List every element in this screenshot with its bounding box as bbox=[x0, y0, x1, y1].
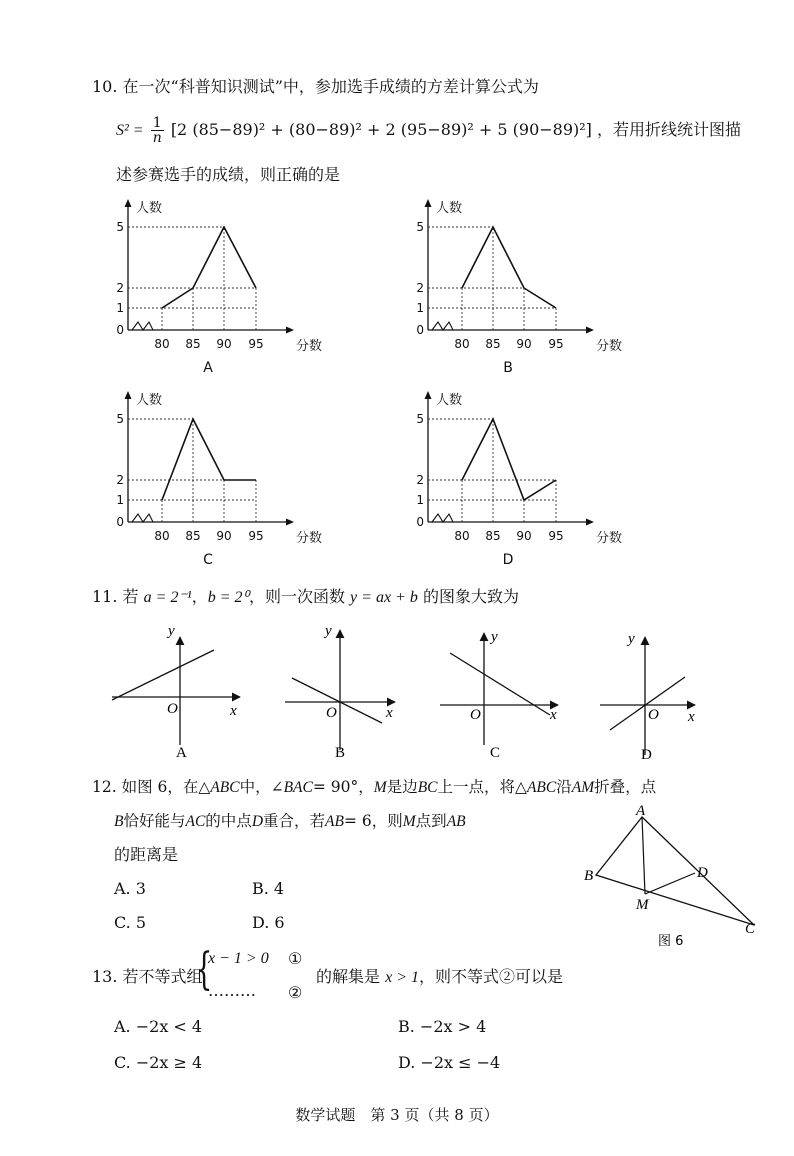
segment-am bbox=[642, 817, 645, 894]
series-line bbox=[162, 419, 256, 500]
axis-break bbox=[132, 514, 153, 522]
q11-graph-d bbox=[600, 631, 695, 763]
x-axis-label: 分数 bbox=[296, 531, 323, 546]
q12-text: 沿 bbox=[556, 778, 572, 796]
q12-number: 12. bbox=[92, 778, 117, 796]
q12-var-b: B bbox=[114, 813, 124, 830]
y-tick-label-2: 2 bbox=[416, 281, 424, 295]
y-tick-label-0: 0 bbox=[116, 323, 124, 337]
q13-ineq1: x − 1 > 0 bbox=[208, 950, 269, 967]
q13-p1: 若不等式组 bbox=[122, 967, 203, 986]
q12-var-bac: BAC bbox=[283, 779, 313, 796]
q13-mark1: ① bbox=[288, 949, 303, 968]
q13-ineq2: ……… bbox=[208, 981, 256, 1000]
x-axis-arrow bbox=[286, 519, 294, 526]
y-tick-label-0: 0 bbox=[116, 515, 124, 529]
x-tick-label-90: 90 bbox=[516, 529, 532, 543]
axis-y-label: y bbox=[628, 631, 635, 647]
x-tick-label-80: 80 bbox=[454, 529, 470, 543]
q12-line1 bbox=[92, 776, 656, 799]
q11-b-expr: b = 2⁰ bbox=[207, 589, 249, 606]
q13-mark2: ② bbox=[288, 983, 303, 1002]
q12-text: 中，∠ bbox=[239, 778, 284, 796]
option-b-label: B bbox=[335, 745, 346, 761]
q11-p2: ， bbox=[191, 587, 208, 606]
series-line bbox=[162, 227, 256, 308]
q13-solution: x > 1 bbox=[385, 969, 420, 986]
q12-option-c: C. 5 bbox=[114, 913, 147, 932]
q13-tail bbox=[316, 966, 563, 989]
x-axis-label: 分数 bbox=[296, 339, 323, 354]
series-line bbox=[462, 419, 556, 500]
y-axis-arrow bbox=[425, 199, 432, 207]
q13-number: 13. bbox=[92, 967, 118, 986]
axis-break bbox=[132, 322, 153, 330]
x-tick-label-85: 85 bbox=[185, 529, 201, 543]
chart-b bbox=[416, 199, 622, 376]
q10-line3: 述参赛选手的成绩，则正确的是 bbox=[116, 165, 341, 184]
q10-number: 10. bbox=[92, 77, 118, 96]
q10-formula-tail: ，若用折线统计图描 bbox=[597, 120, 742, 139]
q12-var-ab: AB bbox=[446, 813, 466, 830]
q10-intro: 在一次“科普知识测试”中，参加选手成绩的方差计算公式为 bbox=[122, 77, 539, 96]
q12-text: 恰好能与 bbox=[123, 812, 186, 830]
segment-md bbox=[645, 873, 695, 894]
q12-text: 如图 6，在△ bbox=[121, 778, 211, 796]
y-tick-label-5: 5 bbox=[416, 220, 424, 234]
q12-option-b: B. 4 bbox=[252, 879, 285, 898]
x-axis-arrow bbox=[286, 327, 294, 334]
point-b-label: B bbox=[584, 868, 594, 884]
q12-var-m: M bbox=[373, 779, 387, 796]
chart-a bbox=[116, 199, 322, 376]
q12-option-a: A. 3 bbox=[114, 879, 146, 898]
function-line bbox=[112, 650, 214, 700]
x-tick-label-95: 95 bbox=[548, 337, 564, 351]
y-axis-label: 人数 bbox=[136, 393, 163, 408]
q13-p2: 的解集是 bbox=[316, 967, 381, 986]
axis-x-label: x bbox=[230, 703, 237, 719]
y-tick-label-5: 5 bbox=[116, 412, 124, 426]
x-tick-label-90: 90 bbox=[216, 337, 232, 351]
triangle-abc bbox=[596, 817, 754, 925]
option-d-label: D bbox=[641, 747, 652, 763]
y-tick-label-2: 2 bbox=[116, 281, 124, 295]
x-axis-arrow bbox=[586, 519, 594, 526]
y-tick-label-1: 1 bbox=[116, 493, 124, 507]
x-axis-arrow bbox=[586, 327, 594, 334]
q12-text: 重合，若 bbox=[263, 812, 326, 830]
q13-lead bbox=[92, 966, 203, 988]
point-c-label: C bbox=[745, 921, 756, 937]
axis-y-label: y bbox=[168, 623, 175, 639]
q12-var-abc: ABC bbox=[210, 779, 240, 796]
option-d-label: D bbox=[502, 552, 514, 568]
q12-var-ab: AB bbox=[325, 813, 344, 830]
q12-figure-6 bbox=[570, 805, 770, 955]
q11-graph-b bbox=[285, 623, 395, 761]
x-tick-label-95: 95 bbox=[548, 529, 564, 543]
axis-y-label: y bbox=[325, 623, 332, 639]
x-tick-label-80: 80 bbox=[154, 529, 170, 543]
origin-label: O bbox=[648, 707, 659, 723]
origin-label: O bbox=[326, 705, 337, 721]
q12-var-abc: ABC bbox=[526, 779, 557, 796]
q12-option-d: D. 6 bbox=[252, 913, 285, 932]
q11-p3: ，则一次函数 bbox=[248, 587, 345, 606]
y-tick-label-2: 2 bbox=[416, 473, 424, 487]
chart-d bbox=[416, 391, 622, 568]
x-tick-label-80: 80 bbox=[154, 337, 170, 351]
q10-formula-body: [2 (85−89)² + (80−89)² + 2 (95−89)² + 5 (90−89)²] bbox=[170, 120, 592, 139]
q11-line bbox=[92, 586, 519, 609]
q13-option-c: C. −2x ≥ 4 bbox=[114, 1053, 203, 1072]
q11-graphs bbox=[0, 615, 794, 775]
origin-label: O bbox=[470, 707, 481, 723]
q11-graph-c bbox=[440, 629, 558, 761]
origin-label: O bbox=[167, 701, 178, 717]
q10-formula-lhs: S² = bbox=[116, 122, 144, 139]
chart-c bbox=[116, 391, 322, 568]
y-axis-label: 人数 bbox=[436, 201, 463, 216]
page-footer: 数学试题 第 3 页（共 8 页） bbox=[295, 1106, 499, 1124]
axis-x-label: x bbox=[550, 707, 557, 723]
q10-frac-num: 1 bbox=[151, 116, 164, 131]
q12-text: 点到 bbox=[415, 812, 447, 830]
q12-var-m: M bbox=[402, 813, 416, 830]
x-axis-label: 分数 bbox=[596, 339, 623, 354]
x-tick-label-85: 85 bbox=[185, 337, 201, 351]
x-axis-label: 分数 bbox=[596, 531, 623, 546]
y-axis-arrow bbox=[125, 199, 132, 207]
point-d-label: D bbox=[697, 865, 708, 881]
q12-text: 上一点，将△ bbox=[437, 778, 527, 796]
y-tick-label-5: 5 bbox=[116, 220, 124, 234]
x-tick-label-85: 85 bbox=[485, 337, 501, 351]
option-a-label: A bbox=[176, 745, 187, 761]
y-tick-label-1: 1 bbox=[116, 301, 124, 315]
q12-text: = 90°， bbox=[312, 778, 374, 796]
q11-function: y = ax + b bbox=[350, 589, 418, 606]
axis-y-label: y bbox=[491, 629, 498, 645]
y-tick-label-1: 1 bbox=[416, 301, 424, 315]
axis-break bbox=[432, 322, 453, 330]
q12-line3: 的距离是 bbox=[114, 845, 179, 864]
option-c-label: C bbox=[490, 745, 501, 761]
function-line bbox=[450, 653, 550, 715]
y-tick-label-2: 2 bbox=[116, 473, 124, 487]
q13-option-a: A. −2x < 4 bbox=[114, 1017, 203, 1036]
x-tick-label-80: 80 bbox=[454, 337, 470, 351]
q11-graph-a bbox=[112, 623, 240, 761]
point-m-label: M bbox=[636, 897, 649, 913]
y-axis-arrow bbox=[125, 391, 132, 399]
option-a-label: A bbox=[203, 360, 213, 376]
axis-x-label: x bbox=[386, 705, 393, 721]
y-tick-label-5: 5 bbox=[416, 412, 424, 426]
q13-option-b: B. −2x > 4 bbox=[398, 1017, 487, 1036]
y-axis-arrow bbox=[425, 391, 432, 399]
point-a-label: A bbox=[636, 805, 646, 819]
q12-line2 bbox=[114, 810, 466, 833]
x-tick-label-90: 90 bbox=[216, 529, 232, 543]
system-brace: { bbox=[195, 944, 213, 995]
axis-break bbox=[432, 514, 453, 522]
figure-caption: 图 6 bbox=[658, 934, 684, 949]
function-line bbox=[292, 678, 382, 723]
x-tick-label-95: 95 bbox=[248, 337, 264, 351]
option-c-label: C bbox=[203, 552, 213, 568]
option-b-label: B bbox=[503, 360, 513, 376]
q10-frac-den: n bbox=[152, 130, 162, 146]
y-tick-label-0: 0 bbox=[416, 323, 424, 337]
q12-text: 的中点 bbox=[205, 812, 252, 830]
y-axis-label: 人数 bbox=[436, 393, 463, 408]
y-tick-label-1: 1 bbox=[416, 493, 424, 507]
q11-p1: 若 bbox=[122, 587, 139, 606]
q12-text: 是边 bbox=[386, 778, 418, 796]
x-tick-label-90: 90 bbox=[516, 337, 532, 351]
q11-a-expr: a = 2⁻¹ bbox=[143, 589, 192, 606]
q12-var-d: D bbox=[251, 813, 264, 830]
x-tick-label-85: 85 bbox=[485, 529, 501, 543]
q13-option-d: D. −2x ≤ −4 bbox=[398, 1053, 501, 1072]
y-axis-label: 人数 bbox=[136, 201, 163, 216]
q12-text: = 6，则 bbox=[343, 812, 403, 830]
axis-x-label: x bbox=[688, 709, 695, 725]
y-tick-label-0: 0 bbox=[416, 515, 424, 529]
series-line bbox=[462, 227, 556, 308]
q12-var-ac: AC bbox=[185, 813, 206, 830]
q11-p4: 的图象大致为 bbox=[422, 587, 519, 606]
q12-var-am: AM bbox=[571, 779, 595, 796]
q12-var-bc: BC bbox=[417, 779, 438, 796]
x-tick-label-95: 95 bbox=[248, 529, 264, 543]
q13-p3: ，则不等式②可以是 bbox=[419, 967, 564, 986]
q11-number: 11. bbox=[92, 587, 118, 606]
q12-text: 折叠，点 bbox=[594, 778, 657, 796]
